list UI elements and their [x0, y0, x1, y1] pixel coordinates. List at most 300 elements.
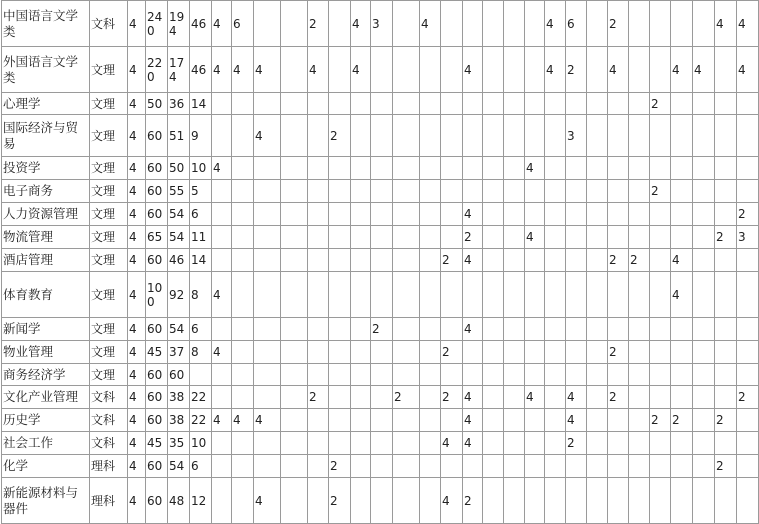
table-cell: [420, 478, 441, 524]
table-cell: 4: [128, 364, 146, 386]
table-cell: 60: [146, 203, 168, 226]
table-cell: [715, 249, 737, 272]
table-cell: 2: [329, 115, 351, 157]
table-row: [2, 478, 759, 524]
table-cell: [650, 478, 671, 524]
table-cell: [254, 226, 281, 249]
table-cell: 文理: [90, 47, 128, 93]
table-cell: [525, 318, 545, 341]
table-cell: 2: [566, 47, 587, 93]
table-cell: 4: [566, 409, 587, 432]
table-cell: 4: [463, 318, 483, 341]
table-cell: [587, 180, 608, 203]
table-cell: [420, 455, 441, 478]
table-row: [2, 157, 759, 180]
table-cell: [232, 115, 254, 157]
table-cell: [715, 318, 737, 341]
table-cell: [650, 455, 671, 478]
table-cell: [693, 386, 715, 409]
table-cell: 4: [351, 47, 371, 93]
table-cell: [715, 432, 737, 455]
table-cell: 45: [146, 432, 168, 455]
table-cell: [441, 115, 463, 157]
table-cell: [281, 249, 308, 272]
table-cell: [308, 318, 329, 341]
table-cell: [525, 341, 545, 364]
table-cell: 6: [190, 318, 212, 341]
table-cell: 2: [650, 93, 671, 115]
major-name-cell: 投资学: [2, 157, 90, 180]
table-cell: [483, 226, 504, 249]
table-cell: [420, 318, 441, 341]
table-cell: 6: [190, 455, 212, 478]
table-cell: 2: [393, 386, 420, 409]
table-cell: 2: [737, 386, 759, 409]
table-cell: [587, 203, 608, 226]
table-cell: [420, 409, 441, 432]
table-cell: [525, 432, 545, 455]
table-cell: [212, 318, 232, 341]
table-cell: [587, 318, 608, 341]
table-cell: 92: [168, 272, 190, 318]
table-cell: [566, 455, 587, 478]
table-cell: [212, 203, 232, 226]
table-cell: [463, 341, 483, 364]
table-cell: [351, 386, 371, 409]
table-cell: [504, 455, 525, 478]
table-cell: 2: [329, 478, 351, 524]
table-cell: 4: [463, 386, 483, 409]
table-cell: [212, 226, 232, 249]
table-cell: [566, 318, 587, 341]
table-cell: 10: [190, 157, 212, 180]
table-cell: 22: [190, 409, 212, 432]
table-cell: [441, 157, 463, 180]
table-cell: [281, 318, 308, 341]
table-cell: 240: [146, 1, 168, 47]
table-cell: [545, 341, 566, 364]
table-cell: [281, 157, 308, 180]
table-cell: [212, 478, 232, 524]
table-cell: [308, 409, 329, 432]
table-cell: [587, 115, 608, 157]
table-cell: [463, 1, 483, 47]
table-cell: [587, 478, 608, 524]
table-cell: 45: [146, 341, 168, 364]
table-cell: [308, 478, 329, 524]
table-cell: [420, 93, 441, 115]
table-cell: 4: [693, 47, 715, 93]
table-cell: [608, 364, 629, 386]
table-cell: 36: [168, 93, 190, 115]
table-cell: [329, 249, 351, 272]
table-cell: [351, 455, 371, 478]
table-cell: [483, 47, 504, 93]
table-cell: [504, 157, 525, 180]
table-cell: [281, 93, 308, 115]
table-cell: 4: [128, 115, 146, 157]
table-cell: [671, 226, 693, 249]
table-cell: [371, 249, 393, 272]
table-cell: 4: [525, 226, 545, 249]
table-cell: [232, 180, 254, 203]
table-row: [2, 1, 759, 47]
table-cell: [371, 203, 393, 226]
table-cell: [483, 115, 504, 157]
table-cell: [693, 93, 715, 115]
table-row: [2, 318, 759, 341]
table-cell: [650, 226, 671, 249]
table-cell: [504, 93, 525, 115]
table-cell: [212, 249, 232, 272]
table-cell: 4: [128, 409, 146, 432]
table-cell: [329, 180, 351, 203]
table-cell: 2: [463, 478, 483, 524]
table-cell: [545, 409, 566, 432]
table-cell: 4: [715, 1, 737, 47]
table-cell: 文理: [90, 115, 128, 157]
table-cell: 文理: [90, 318, 128, 341]
table-cell: 4: [128, 203, 146, 226]
table-cell: [483, 1, 504, 47]
table-cell: [281, 409, 308, 432]
table-cell: [329, 318, 351, 341]
table-cell: [351, 180, 371, 203]
table-cell: [281, 226, 308, 249]
table-cell: [545, 115, 566, 157]
table-cell: [504, 249, 525, 272]
table-cell: [715, 203, 737, 226]
table-row: [2, 93, 759, 115]
table-cell: 文理: [90, 157, 128, 180]
table-cell: 文科: [90, 409, 128, 432]
table-cell: [329, 272, 351, 318]
table-cell: 50: [146, 93, 168, 115]
major-name-cell: 外国语言文学类: [2, 47, 90, 93]
table-cell: [483, 318, 504, 341]
table-cell: [525, 364, 545, 386]
table-cell: [281, 478, 308, 524]
table-cell: 100: [146, 272, 168, 318]
table-cell: [393, 226, 420, 249]
table-cell: [308, 157, 329, 180]
table-cell: 4: [128, 157, 146, 180]
table-cell: [420, 47, 441, 93]
major-name-cell: 新闻学: [2, 318, 90, 341]
table-cell: [371, 409, 393, 432]
table-cell: 4: [254, 478, 281, 524]
table-cell: [671, 432, 693, 455]
table-cell: 11: [190, 226, 212, 249]
table-cell: [232, 93, 254, 115]
table-cell: 10: [190, 432, 212, 455]
table-cell: [629, 180, 650, 203]
table-cell: [329, 1, 351, 47]
table-cell: 54: [168, 226, 190, 249]
table-cell: [441, 318, 463, 341]
table-cell: [693, 455, 715, 478]
table-cell: [504, 409, 525, 432]
table-cell: [671, 478, 693, 524]
table-cell: [525, 1, 545, 47]
table-cell: [393, 180, 420, 203]
table-cell: 文理: [90, 203, 128, 226]
table-cell: [715, 157, 737, 180]
table-cell: 4: [128, 318, 146, 341]
table-cell: [212, 93, 232, 115]
table-row: [2, 341, 759, 364]
table-cell: [393, 93, 420, 115]
table-cell: [608, 203, 629, 226]
table-cell: 4: [128, 478, 146, 524]
table-cell: [545, 386, 566, 409]
table-cell: 3: [737, 226, 759, 249]
table-cell: 4: [671, 249, 693, 272]
table-row: [2, 409, 759, 432]
table-row: [2, 272, 759, 318]
table-cell: 54: [168, 203, 190, 226]
table-cell: [351, 157, 371, 180]
table-cell: [587, 1, 608, 47]
table-cell: 4: [232, 47, 254, 93]
major-name-cell: 新能源材料与器件: [2, 478, 90, 524]
table-cell: [693, 478, 715, 524]
table-cell: 2: [715, 455, 737, 478]
table-cell: [212, 455, 232, 478]
table-cell: [587, 272, 608, 318]
table-cell: 4: [545, 47, 566, 93]
major-name-cell: 物流管理: [2, 226, 90, 249]
table-cell: [608, 318, 629, 341]
table-cell: [587, 364, 608, 386]
table-cell: [441, 180, 463, 203]
table-cell: 2: [608, 1, 629, 47]
table-cell: [254, 341, 281, 364]
table-cell: [566, 93, 587, 115]
table-cell: [566, 157, 587, 180]
table-cell: 2: [308, 386, 329, 409]
table-cell: [232, 364, 254, 386]
table-row: [2, 203, 759, 226]
table-cell: [608, 432, 629, 455]
table-cell: 4: [128, 180, 146, 203]
table-row: [2, 226, 759, 249]
table-cell: [463, 364, 483, 386]
table-cell: [650, 386, 671, 409]
table-cell: [483, 157, 504, 180]
table-cell: [693, 432, 715, 455]
table-cell: [281, 180, 308, 203]
table-row: [2, 47, 759, 93]
table-cell: [566, 364, 587, 386]
table-cell: [483, 386, 504, 409]
table-cell: [715, 386, 737, 409]
table-cell: 4: [566, 386, 587, 409]
table-cell: [629, 409, 650, 432]
table-cell: [566, 478, 587, 524]
table-cell: 2: [608, 249, 629, 272]
table-cell: [525, 203, 545, 226]
table-cell: [566, 341, 587, 364]
table-row: [2, 455, 759, 478]
table-cell: [308, 341, 329, 364]
table-cell: 2: [441, 386, 463, 409]
table-cell: [671, 180, 693, 203]
table-cell: [351, 318, 371, 341]
course-credit-table: [1, 0, 759, 524]
table-cell: [737, 93, 759, 115]
table-cell: [308, 455, 329, 478]
table-cell: [420, 341, 441, 364]
table-cell: 4: [212, 341, 232, 364]
table-cell: [232, 341, 254, 364]
table-cell: [420, 115, 441, 157]
table-cell: 60: [146, 115, 168, 157]
table-cell: [329, 432, 351, 455]
table-cell: [587, 93, 608, 115]
table-cell: [329, 93, 351, 115]
table-cell: 2: [650, 180, 671, 203]
table-cell: 4: [128, 272, 146, 318]
table-cell: [308, 93, 329, 115]
table-cell: 4: [128, 1, 146, 47]
table-cell: [715, 180, 737, 203]
table-cell: [671, 157, 693, 180]
table-cell: [308, 432, 329, 455]
table-cell: [504, 272, 525, 318]
table-cell: [504, 341, 525, 364]
table-cell: [420, 432, 441, 455]
table-cell: [608, 93, 629, 115]
table-cell: [608, 272, 629, 318]
table-cell: [737, 478, 759, 524]
table-cell: [650, 115, 671, 157]
table-cell: [525, 455, 545, 478]
table-cell: 2: [441, 341, 463, 364]
table-cell: [504, 115, 525, 157]
table-cell: 4: [525, 157, 545, 180]
table-cell: [545, 249, 566, 272]
table-cell: [371, 180, 393, 203]
table-cell: [281, 432, 308, 455]
table-cell: [693, 341, 715, 364]
table-cell: [463, 157, 483, 180]
table-cell: [650, 249, 671, 272]
table-cell: 理科: [90, 478, 128, 524]
table-row: [2, 386, 759, 409]
major-name-cell: 文化产业管理: [2, 386, 90, 409]
table-cell: 4: [463, 203, 483, 226]
table-cell: [371, 478, 393, 524]
table-cell: 60: [146, 478, 168, 524]
table-cell: [629, 203, 650, 226]
table-cell: [441, 203, 463, 226]
table-cell: [587, 157, 608, 180]
table-cell: [671, 203, 693, 226]
table-row: [2, 364, 759, 386]
table-cell: [254, 249, 281, 272]
table-cell: [566, 272, 587, 318]
table-cell: 4: [737, 1, 759, 47]
table-cell: [587, 226, 608, 249]
table-cell: [587, 455, 608, 478]
table-cell: [504, 386, 525, 409]
table-cell: [629, 432, 650, 455]
table-cell: [715, 272, 737, 318]
table-cell: [525, 409, 545, 432]
table-cell: 4: [308, 47, 329, 93]
table-cell: [671, 386, 693, 409]
table-cell: 60: [146, 455, 168, 478]
table-cell: [671, 318, 693, 341]
table-cell: [587, 341, 608, 364]
table-cell: [737, 115, 759, 157]
table-cell: [281, 364, 308, 386]
table-cell: [525, 272, 545, 318]
table-cell: [308, 226, 329, 249]
table-cell: [254, 386, 281, 409]
table-cell: [441, 93, 463, 115]
table-cell: [629, 318, 650, 341]
table-cell: [483, 93, 504, 115]
table-cell: 文理: [90, 226, 128, 249]
table-cell: 60: [146, 318, 168, 341]
table-cell: [190, 364, 212, 386]
table-cell: [608, 478, 629, 524]
table-cell: [483, 180, 504, 203]
table-cell: [254, 1, 281, 47]
table-cell: [212, 432, 232, 455]
table-cell: 2: [608, 386, 629, 409]
table-cell: [587, 386, 608, 409]
table-cell: [254, 157, 281, 180]
table-cell: 60: [146, 249, 168, 272]
table-cell: 4: [128, 432, 146, 455]
table-cell: [393, 47, 420, 93]
table-cell: 文理: [90, 180, 128, 203]
table-cell: [371, 455, 393, 478]
table-cell: [329, 364, 351, 386]
table-cell: [281, 386, 308, 409]
table-cell: [629, 364, 650, 386]
table-cell: [715, 364, 737, 386]
table-cell: [737, 341, 759, 364]
table-cell: 48: [168, 478, 190, 524]
table-cell: [566, 249, 587, 272]
table-cell: [254, 180, 281, 203]
table-cell: [525, 478, 545, 524]
table-cell: [232, 386, 254, 409]
table-cell: [351, 115, 371, 157]
table-cell: [329, 203, 351, 226]
table-cell: [281, 115, 308, 157]
table-cell: [329, 341, 351, 364]
table-cell: [420, 249, 441, 272]
table-cell: [693, 203, 715, 226]
table-cell: [715, 341, 737, 364]
table-cell: [566, 180, 587, 203]
table-cell: 22: [190, 386, 212, 409]
table-cell: 4: [212, 272, 232, 318]
table-cell: [545, 272, 566, 318]
major-name-cell: 心理学: [2, 93, 90, 115]
table-cell: [232, 249, 254, 272]
table-cell: [212, 386, 232, 409]
table-cell: 8: [190, 272, 212, 318]
table-cell: [351, 478, 371, 524]
table-cell: [737, 455, 759, 478]
table-cell: 54: [168, 318, 190, 341]
